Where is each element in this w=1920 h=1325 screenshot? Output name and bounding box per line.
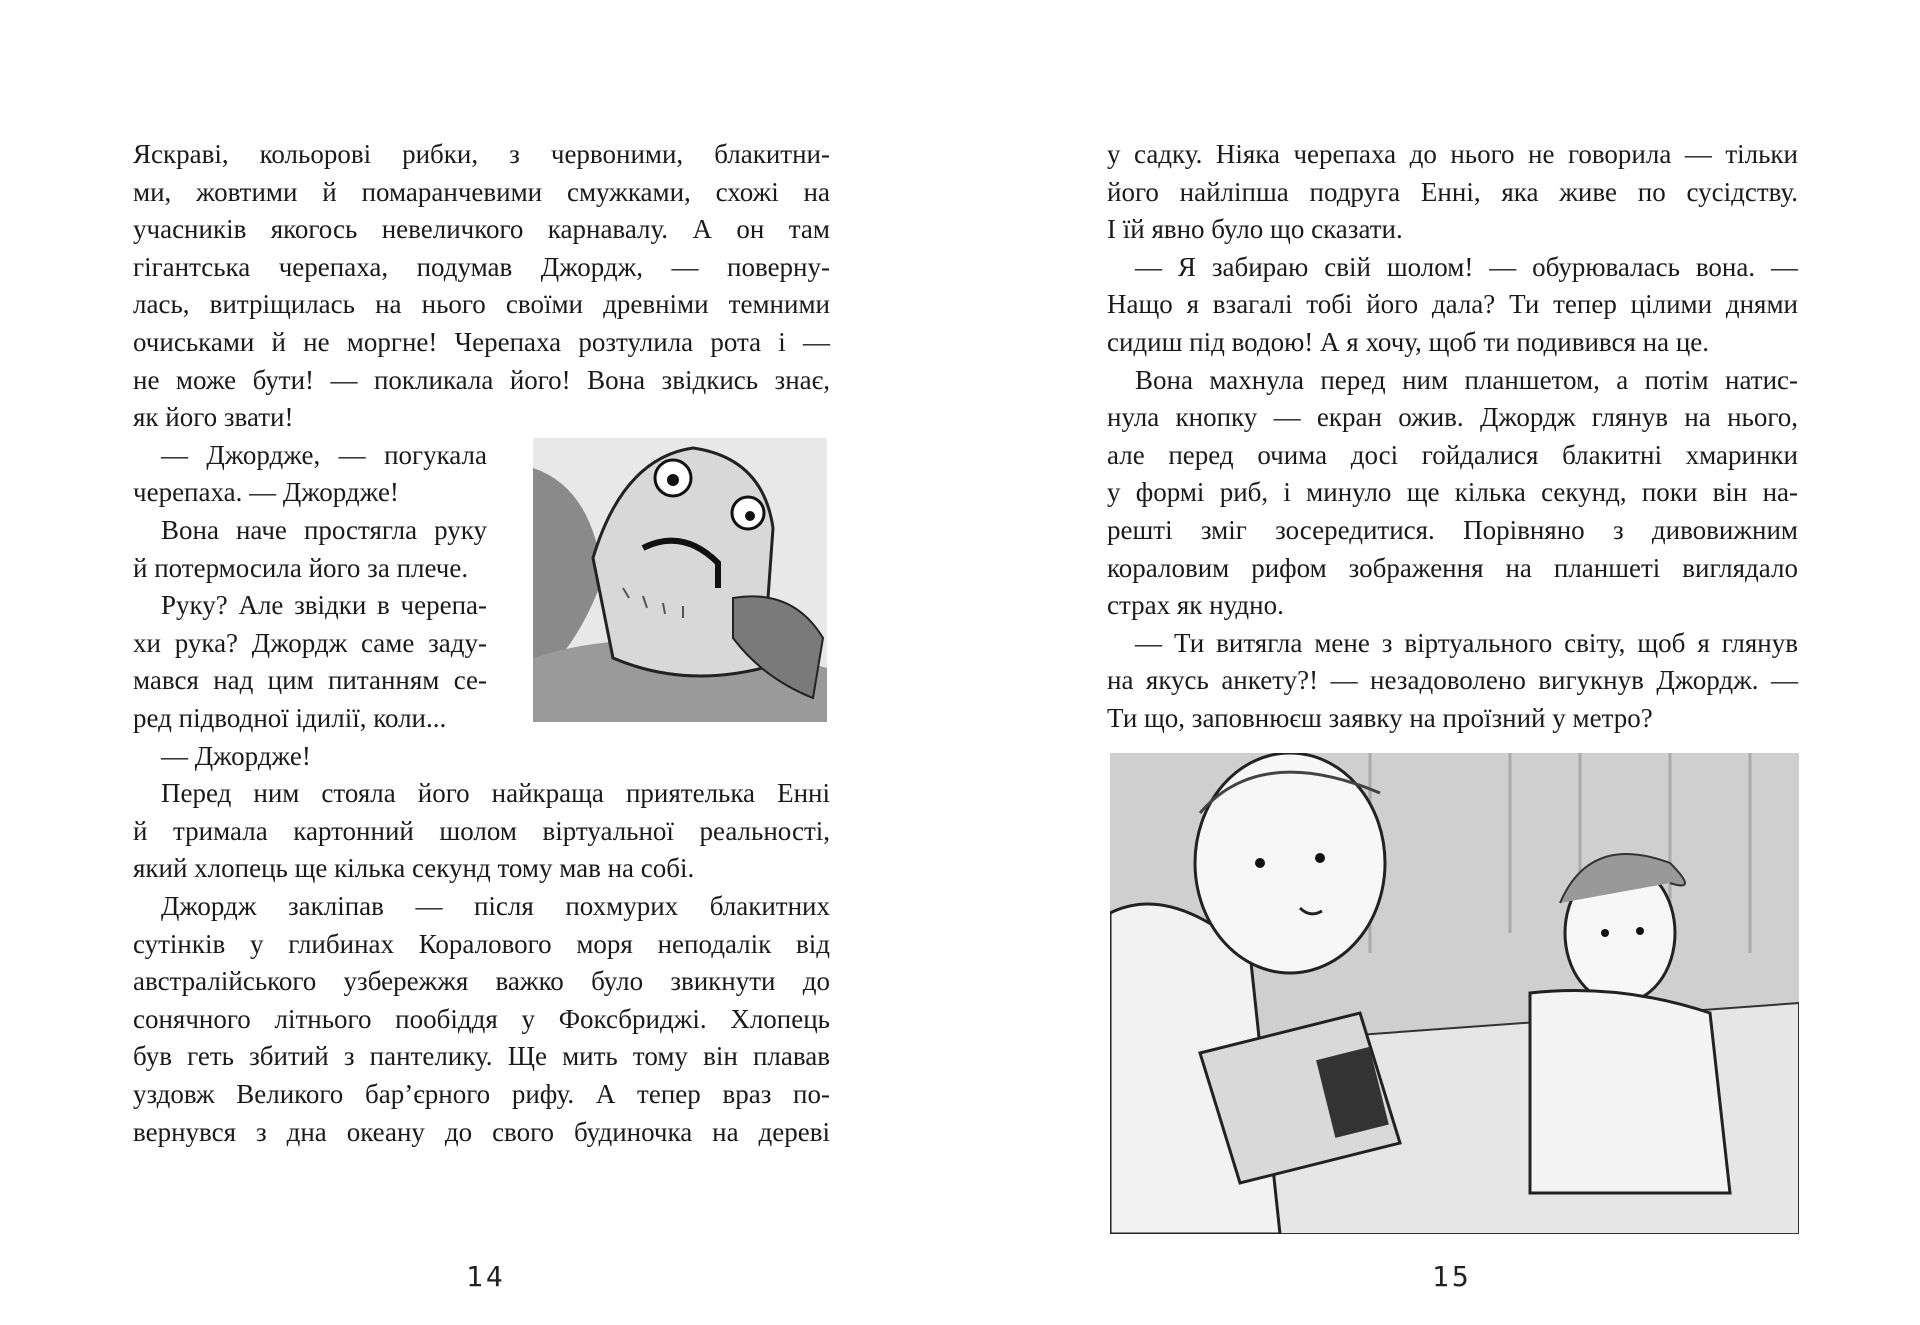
- page-number-right: 15: [1432, 1260, 1472, 1293]
- text-line: його найліпша подруга Енні, яка живе по сусідству.: [1107, 176, 1798, 207]
- text-line: лась, витріщилась на нього своїми древніми темними: [133, 289, 830, 320]
- text-line: — Джордже!: [161, 740, 311, 771]
- text-line: як його звати!: [133, 402, 294, 433]
- text-line: черепаха. — Джордже!: [133, 477, 399, 508]
- text-line: нула кнопку — екран ожив. Джордж глянув на нього,: [1107, 402, 1798, 433]
- text-line: сонячного літнього пообіддя у Фоксбриджі. Хлопець: [133, 1003, 830, 1034]
- right-page: [960, 0, 1920, 1325]
- text-line: кораловим рифом зображення на планшеті виглядало: [1107, 552, 1798, 583]
- text-line: решті зміг зосередитися. Порівняно з дивовижним: [1107, 515, 1798, 545]
- text-line: сидиш під водою! А я хочу, щоб ти подивився на це.: [1107, 327, 1710, 357]
- text-line: сутінків у глибинах Коралового моря неподалік від: [133, 928, 830, 959]
- text-line: який хлопець ще кілька секунд тому мав на собі.: [133, 853, 695, 884]
- text-line: й тримала картонний шолом віртуальної реальності,: [133, 815, 830, 846]
- text-line: у формі риб, і минуло ще кілька секунд, поки він на-: [1107, 477, 1798, 508]
- text-line: але перед очима досі гойдалися блакитні хмаринки: [1107, 439, 1798, 470]
- text-line: у садку. Ніяка черепаха до нього не говорила — тільки: [1107, 139, 1798, 169]
- text-line: — Джордже, — погукала: [161, 439, 487, 470]
- text-line: хи рука? Джордж саме заду-: [133, 627, 487, 658]
- text-line: й потермосила його за плече.: [133, 552, 469, 583]
- text-line: Ти що, заповнюєш заявку на проїзний у метро?: [1107, 703, 1653, 733]
- text-line: ми, жовтими й помаранчевими смужками, схожі на: [133, 176, 830, 207]
- text-line: уздовж Великого бар’єрного рифу. А тепер враз по-: [133, 1079, 830, 1109]
- page-number-left: 14: [466, 1260, 506, 1293]
- text-line: ред підводної ідилії, коли...: [133, 703, 447, 733]
- text-line: очиськами й не моргне! Черепаха розтулила рота і —: [133, 327, 830, 357]
- text-line: Вона наче простягла руку: [161, 515, 487, 545]
- text-line: Перед ним стояла його найкраща приятелька Енні: [161, 778, 830, 809]
- text-line: не може бути! — покликала його! Вона звідкись знає,: [133, 364, 830, 395]
- turtle-illustration: [533, 438, 827, 722]
- text-line: Руку? Але звідки в черепа-: [161, 590, 487, 621]
- text-line: страх як нудно.: [1107, 590, 1284, 621]
- annie-and-george-illustration: [1110, 753, 1799, 1234]
- text-line: — Ти витягла мене з віртуального світу, щоб я глянув: [1135, 627, 1798, 658]
- text-line: на якусь анкету?! — незадоволено вигукнув Джордж. —: [1107, 665, 1798, 696]
- text-line: був геть збитий з пантелику. Ще мить тому він плавав: [133, 1041, 830, 1072]
- text-line: учасників якогось невеличкого карнавалу. А он там: [133, 214, 830, 245]
- text-line: Джордж закліпав — після похмурих блакитних: [161, 891, 830, 921]
- text-line: Вона махнула перед ним планшетом, а потім натис-: [1135, 364, 1798, 395]
- text-line: мався над цим питанням се-: [133, 665, 487, 696]
- text-line: Яскраві, кольорові рибки, з червоними, блакитни-: [133, 139, 830, 169]
- text-line: Нащо я взагалі тобі його дала? Ти тепер цілими днями: [1107, 289, 1798, 320]
- text-line: гігантська черепаха, подумав Джордж, — поверну-: [133, 251, 830, 282]
- text-line: австралійського узбережжя важко було звикнути до: [133, 966, 830, 997]
- text-line: — Я забираю свій шолом! — обурювалась вона. —: [1135, 251, 1798, 282]
- text-line: вернувся з дна океану до свого будиночка на дереві: [133, 1116, 830, 1147]
- text-line: І їй явно було що сказати.: [1107, 214, 1403, 245]
